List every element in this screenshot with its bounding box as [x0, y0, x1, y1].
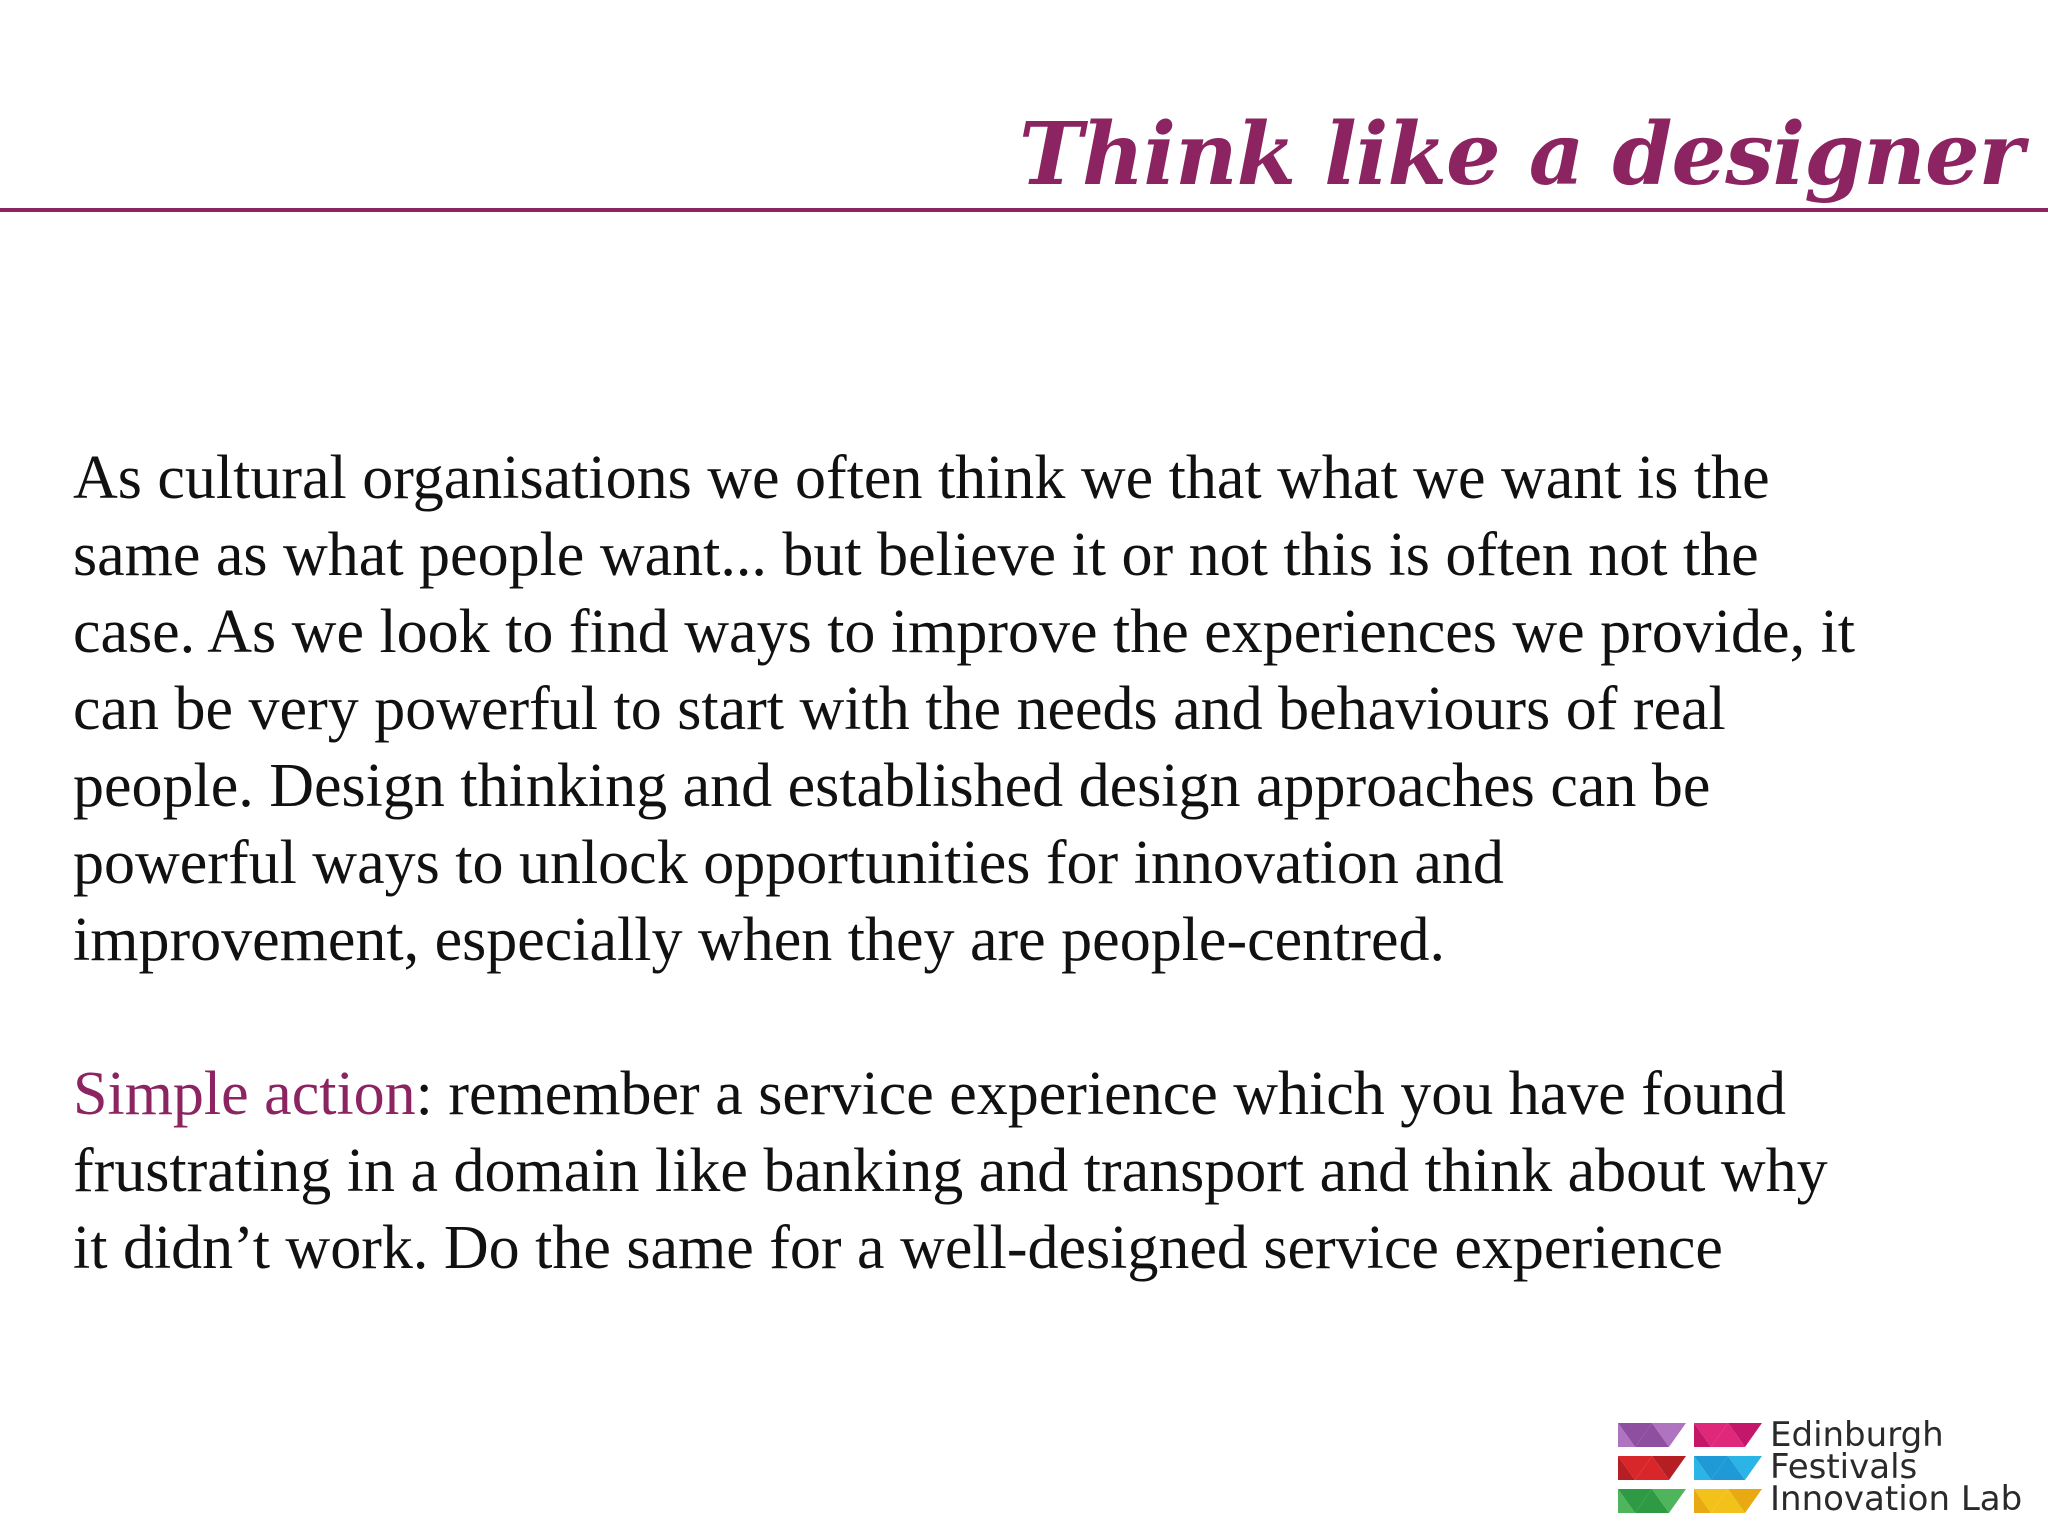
logo-line-1: Edinburgh [1770, 1415, 1944, 1455]
intro-line: As cultural organisations we often think we that what we want is the [73, 444, 1770, 512]
simple-action-label: Simple action [73, 1060, 416, 1128]
edinburgh-festivals-logo [1618, 1415, 2028, 1519]
logo-line-2: Festivals [1770, 1447, 1918, 1487]
intro-line: same as what people want... but believe it or not this is often not the [73, 521, 1759, 589]
intro-line: improvement, especially when they are people-centred. [73, 906, 1446, 974]
intro-line: powerful ways to unlock opportunities for innovation and [73, 829, 1504, 897]
action-paragraph [73, 1056, 2023, 1287]
intro-line: people. Design thinking and established design approaches can be [73, 752, 1711, 820]
title-divider [0, 208, 2048, 212]
logo-triangles-icon [1618, 1423, 1762, 1513]
logo-wordmark [1770, 1415, 2023, 1519]
slide-body [73, 440, 2023, 1287]
intro-line: case. As we look to find ways to improve the experiences we provide, it [73, 598, 1856, 666]
slide-title: Think like a designer [1018, 104, 2023, 205]
action-line: it didn’t work. Do the same for a well-designed service experience [73, 1214, 1723, 1282]
action-line: frustrating in a domain like banking and transport and think about why [73, 1137, 1828, 1205]
action-text: : remember a service experience which you have found [415, 1060, 1786, 1128]
action-line [73, 1056, 2023, 1133]
logo-line-3: Innovation Lab [1770, 1479, 2023, 1519]
intro-line: can be very powerful to start with the needs and behaviours of real [73, 675, 1726, 743]
intro-paragraph [73, 440, 2023, 979]
